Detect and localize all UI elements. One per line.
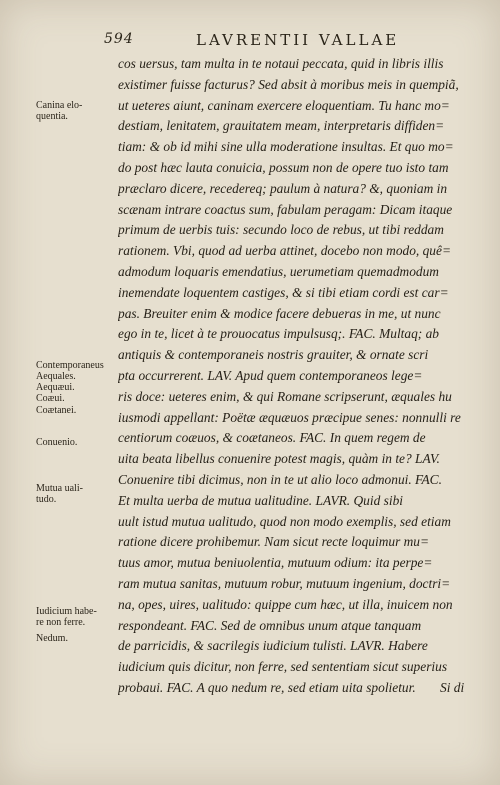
text-line: præclaro dicere, recedereq; paulum à natura? &, quoniam in — [118, 180, 448, 196]
text-line: pas. Breuiter enim & modice facere debueras in me, ut nunc — [118, 305, 441, 321]
margin-note-line: Mutua uali- — [36, 483, 83, 494]
text-line: admodum loquaris emendatius, uerumetiam quemadmodum — [118, 263, 439, 279]
text-line: ris doce: ueteres enim, & qui Romane scripserunt, æquales hu — [118, 388, 452, 404]
margin-note-iudicium — [36, 606, 116, 628]
text-line: ratione dicere prohibemur. Nam sicut recte loquimur mu= — [118, 534, 430, 550]
text-line: pta occurrerent. LAV. Apud quem contemporaneos lege= — [118, 367, 423, 383]
page-header — [0, 31, 500, 53]
margin-note-line: Aequales. — [36, 371, 76, 382]
text-line: centiorum coæuos, & coætaneos. FAC. In quem regem de — [118, 430, 426, 446]
margin-note-conuenio — [36, 437, 116, 448]
text-line: ego in te, licet à te prouocatus impulsusq;. FAC. Multaq; ab — [118, 326, 439, 342]
text-line: do post hæc lauta conuicia, possum non de opere tuo isto tam — [118, 159, 449, 175]
text-line: tiam: & ob id mihi sine ulla moderatione insultas. Et quo mo= — [118, 139, 454, 155]
text-line: ram mutua sanitas, mutuum robur, mutuum ingenium, doctri= — [118, 575, 451, 591]
main-text-block — [118, 54, 470, 699]
text-line: de parricidis, & sacrilegis iudicium tulisti. LAVR. Habere — [118, 638, 428, 654]
text-line: inemendate loquentem castiges, & si tibi etiam cordi est car= — [118, 284, 449, 300]
margin-note-line: re non ferre. — [36, 617, 86, 628]
margin-note-line: Iudicium habe- — [36, 606, 97, 617]
text-line: ut ueteres aiunt, caninam exercere eloquentiam. Tu hanc mo= — [118, 97, 450, 113]
margin-note-canina-eloquentia — [36, 100, 116, 122]
page-number: 594 — [104, 31, 134, 47]
margin-note-line: Canina elo- — [36, 100, 83, 111]
margin-note-contemporaneus — [36, 360, 116, 404]
margin-note-line: Contemporaneus — [36, 360, 104, 371]
text-line: respondeant. FAC. Sed de omnibus unum atque tanquam — [118, 617, 422, 633]
text-line: rationem. Vbi, quod ad uerba attinet, docebo non modo, quê= — [118, 243, 451, 259]
text-line: iusmodi appellant: Poëtæ æquæuos præcipue senes: nonnulli re — [118, 409, 461, 425]
text-line: primum de uerbis tuis: secundo loco de rebus, ut tibi reddam — [118, 222, 444, 238]
margin-note-line: Coæui. — [36, 393, 65, 404]
margin-note-line: Nedum. — [36, 633, 68, 644]
text-line: Et multa uerba de mutua ualitudine. LAVR. Quid sibi — [118, 492, 403, 508]
text-line: existimer fuisse facturus? Sed absit à moribus meis in quempiã, — [118, 76, 459, 92]
text-line: iudicium quis dicitur, non ferre, sed sententiam sicut superius — [118, 659, 448, 675]
text-line: na, opes, uires, ualitudo: quippe cum hæc, ut illa, inuicem non — [118, 596, 453, 612]
running-head: LAVRENTII VALLAE — [196, 31, 400, 49]
margin-note-coaetanei — [36, 405, 116, 416]
margin-note-line: quentia. — [36, 111, 68, 122]
text-line: antiquis & contemporaneis nostris grauiter, & ornate scri — [118, 347, 429, 363]
margin-note-line: Aequæui. — [36, 382, 75, 393]
text-line: uult istud mutua ualitudo, quod non modo exemplis, sed etiam — [118, 513, 451, 529]
text-line: probaui. FAC. A quo nedum re, sed etiam uita spolietur. — [118, 679, 416, 695]
margin-note-line: tudo. — [36, 494, 57, 505]
margin-note-mutua-ualitudo — [36, 483, 116, 505]
catchword: Si di — [440, 680, 465, 695]
text-line: scænam intrare coactus sum, fabulam peragam: Dicam itaque — [118, 201, 453, 217]
text-line: tuus amor, mutua beniuolentia, mutuum odium: ita perpe= — [118, 555, 433, 571]
margin-note-nedum — [36, 633, 116, 644]
margin-note-line: Conuenio. — [36, 437, 78, 448]
text-line: destiam, lenitatem, grauitatem meam, interpretaris diffiden= — [118, 118, 445, 134]
text-line: cos uersus, tam multa in te notaui peccata, quid in libris illis — [118, 56, 444, 71]
text-line: uita beata libellus conuenire potest magis, quàm in te? LAV. — [118, 451, 440, 467]
text-line: Conuenire tibi dicimus, non in te ut alio loco admonui. FAC. — [118, 471, 442, 487]
margin-note-line: Coætanei. — [36, 405, 77, 416]
